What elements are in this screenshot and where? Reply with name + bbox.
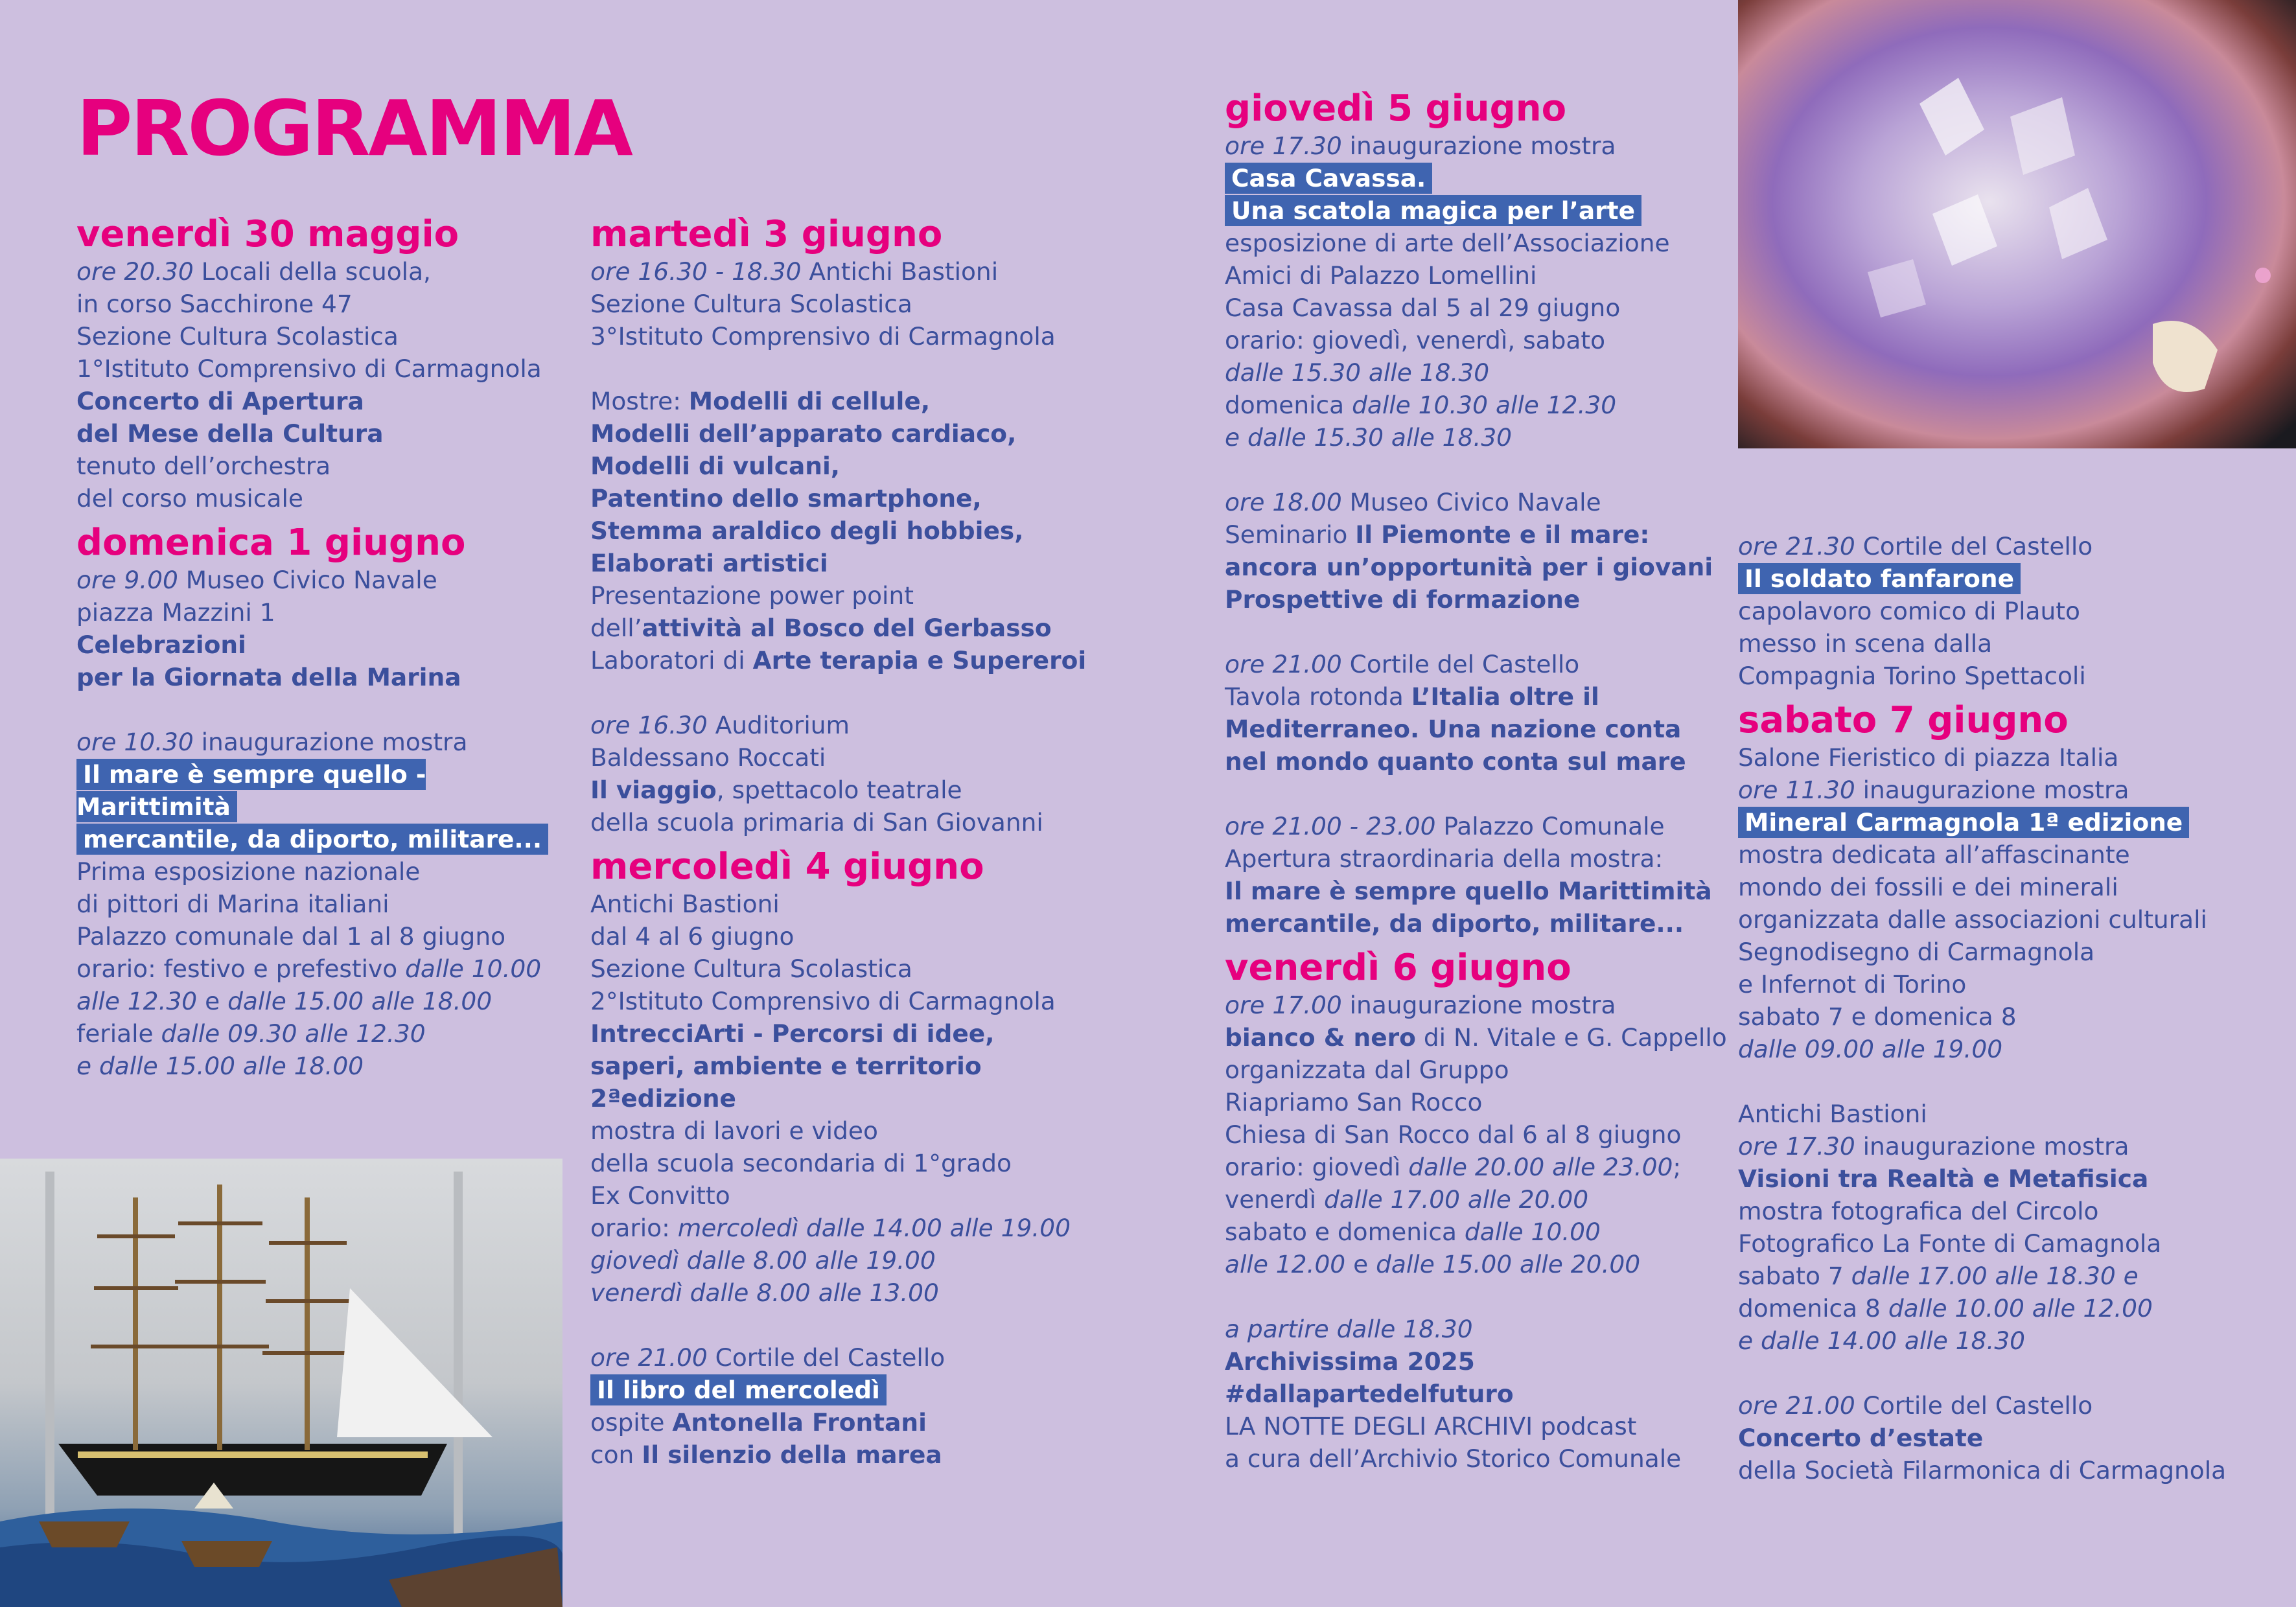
event-time: ore 21.00 - 23.00: [1225, 812, 1436, 840]
event-time: ore 21.00: [1738, 1391, 1855, 1420]
event-text: dal 4 al 6 giugno: [590, 922, 794, 951]
event-text: esposizione di arte dell’Associazione: [1225, 229, 1670, 257]
event-text: a cura dell’Archivio Storico Comunale: [1225, 1444, 1682, 1473]
event-text: della Società Filarmonica di Carmagnola: [1738, 1456, 2227, 1485]
event-text: feriale: [76, 1019, 161, 1048]
event-text: Casa Cavassa dal 5 al 29 giugno: [1225, 294, 1621, 322]
event-text: mondo dei fossili e dei minerali: [1738, 873, 2118, 901]
event-text: inaugurazione mostra: [1341, 132, 1616, 160]
event-text: inaugurazione mostra: [1855, 776, 2129, 804]
event-title: Elaborati artistici: [590, 549, 828, 577]
event-text: Amici di Palazzo Lomellini: [1225, 261, 1537, 290]
event-text: 3°Istituto Comprensivo di Carmagnola: [590, 322, 1056, 351]
event-title: Il Piemonte e il mare:: [1355, 520, 1650, 549]
event-text: Cortile del Castello: [707, 1343, 945, 1372]
event-time: ore 21.00: [590, 1343, 708, 1372]
event-title: Patentino dello smartphone,: [590, 484, 982, 513]
event-text: Auditorium: [707, 711, 850, 739]
event-text: Sezione Cultura Scolastica: [76, 322, 399, 351]
event-text: Sezione Cultura Scolastica: [590, 954, 912, 983]
event-hours: alle 12.00: [1225, 1250, 1346, 1278]
event-time: ore 16.30 - 18.30: [590, 257, 802, 286]
event-hours: dalle 09.00 alle 19.00: [1738, 1035, 2003, 1063]
event-text: sabato 7 e domenica 8: [1738, 1002, 2017, 1031]
event-hours: e dalle 14.00 alle 18.30: [1738, 1326, 2026, 1355]
event-text: Palazzo Comunale: [1435, 812, 1665, 840]
day-heading: giovedì 5 giugno: [1225, 87, 1567, 130]
event-text: della scuola primaria di San Giovanni: [590, 808, 1043, 837]
event-text: inaugurazione mostra: [1341, 991, 1616, 1019]
event-text: tenuto dell’orchestra: [76, 452, 331, 480]
day-heading: venerdì 6 giugno: [1225, 947, 1571, 989]
event-text: mostra dedicata all’affascinante: [1738, 840, 2130, 869]
event-hours: dalle 10.00 alle 12.00: [1888, 1294, 2153, 1323]
event-text: e: [197, 987, 228, 1015]
event-text: Tavola rotonda: [1225, 682, 1411, 711]
event-text: inaugurazione mostra: [193, 728, 468, 756]
event-text: LA NOTTE DEGLI ARCHIVI podcast: [1225, 1412, 1637, 1440]
event-text: Baldessano Roccati: [590, 743, 826, 772]
highlight-title: Casa Cavassa.: [1225, 163, 1432, 194]
event-title: Il viaggio: [590, 776, 717, 804]
event-text: capolavoro comico di Plauto: [1738, 597, 2080, 625]
event-text: e Infernot di Torino: [1738, 970, 1967, 999]
geode-illustration: [1738, 0, 2296, 448]
event-text: venerdì: [1225, 1185, 1325, 1214]
event-title: Antonella Frontani: [672, 1408, 927, 1437]
event-text: , spettacolo teatrale: [716, 776, 962, 804]
event-hours: e dalle 15.30 alle 18.30: [1225, 423, 1513, 452]
event-hours: venerdì dalle 8.00 alle 13.00: [590, 1278, 939, 1307]
day-heading: sabato 7 giugno: [1738, 699, 2069, 741]
event-time: ore 20.30: [76, 257, 194, 286]
event-text: Cortile del Castello: [1855, 532, 2093, 561]
highlight-title: mercantile, da diporto, militare...: [76, 824, 548, 855]
event-text: Antichi Bastioni: [590, 890, 780, 918]
event-time: ore 21.30: [1738, 532, 1855, 561]
event-hours: dalle 15.30 alle 18.30: [1225, 358, 1490, 387]
event-title: Stemma araldico degli hobbies,: [590, 516, 1024, 545]
event-title: nel mondo quanto conta sul mare: [1225, 747, 1686, 776]
event-text: inaugurazione mostra: [1855, 1132, 2129, 1161]
event-title: Modelli di vulcani,: [590, 452, 841, 480]
event-text: del corso musicale: [76, 484, 303, 513]
event-hours: dalle 09.30 alle 12.30: [161, 1019, 426, 1048]
event-text: con: [590, 1440, 642, 1469]
event-hours: mercoledì dalle 14.00 alle 19.00: [677, 1214, 1071, 1242]
event-text: messo in scena dalla: [1738, 629, 1993, 658]
event-text: di pittori di Marina italiani: [76, 890, 389, 918]
event-text: Museo Civico Navale: [1341, 488, 1601, 516]
event-text: Sezione Cultura Scolastica: [590, 290, 912, 318]
event-text: e: [1345, 1250, 1376, 1278]
event-title: Celebrazioni: [76, 630, 246, 659]
event-text: Mostre:: [590, 387, 689, 415]
event-title: IntrecciArti - Percorsi di idee,: [590, 1019, 995, 1048]
event-title: Concerto di Apertura: [76, 387, 364, 415]
event-text: Compagnia Torino Spettacoli: [1738, 662, 2086, 690]
event-text: sabato e domenica: [1225, 1218, 1465, 1246]
event-text: domenica 8: [1738, 1294, 1888, 1323]
event-title: 2ªedizione: [590, 1084, 736, 1113]
event-time: ore 16.30: [590, 711, 708, 739]
event-title: L’Italia oltre il: [1411, 682, 1599, 711]
event-text: mostra fotografica del Circolo: [1738, 1197, 2099, 1225]
event-title: Arte terapia e Supereroi: [752, 646, 1087, 675]
event-text: Chiesa di San Rocco dal 6 al 8 giugno: [1225, 1120, 1682, 1149]
mineral-geode-photo: [1738, 0, 2296, 448]
event-time: ore 17.00: [1225, 991, 1342, 1019]
highlight-title: Il mare è sempre quello - Marittimità: [76, 760, 426, 821]
event-title: mercantile, da diporto, militare...: [1225, 909, 1684, 938]
event-title: Modelli dell’apparato cardiaco,: [590, 419, 1017, 448]
column-3: [1225, 88, 1743, 1475]
day-heading: martedì 3 giugno: [590, 213, 943, 255]
event-text: 1°Istituto Comprensivo di Carmagnola: [76, 354, 542, 383]
event-text: Salone Fieristico di piazza Italia: [1738, 743, 2119, 772]
event-title: Mediterraneo. Una nazione conta: [1225, 715, 1682, 743]
event-text: Antichi Bastioni: [801, 257, 999, 286]
event-hours: dalle 17.00 alle 18.30 e: [1851, 1262, 2139, 1290]
event-title: attività al Bosco del Gerbasso: [642, 614, 1052, 642]
event-text: orario: giovedì: [1225, 1153, 1409, 1181]
event-title: del Mese della Cultura: [76, 419, 384, 448]
event-text: Cortile del Castello: [1855, 1391, 2093, 1420]
day-heading: mercoledì 4 giugno: [590, 846, 984, 888]
event-text: Segnodisegno di Carmagnola: [1738, 938, 2095, 966]
event-text: ;: [1673, 1153, 1681, 1181]
day-heading: domenica 1 giugno: [76, 522, 466, 564]
event-text: Prima esposizione nazionale: [76, 857, 421, 886]
event-title: bianco & nero: [1225, 1023, 1416, 1052]
event-text: sabato 7: [1738, 1262, 1851, 1290]
event-text: Apertura straordinaria della mostra:: [1225, 844, 1664, 873]
event-hours: a partire dalle 18.30: [1225, 1315, 1473, 1343]
event-hours: dalle 20.00 alle 23.00: [1408, 1153, 1673, 1181]
highlight-title: Mineral Carmagnola 1ª edizione: [1738, 807, 2189, 838]
event-title: saperi, ambiente e territorio: [590, 1052, 982, 1080]
column-2: [590, 214, 1174, 1471]
event-time: ore 10.30: [76, 728, 194, 756]
event-title: Modelli di cellule,: [688, 387, 931, 415]
event-title: Archivissima 2025 #dallapartedelfuturo: [1225, 1347, 1514, 1408]
event-hours: dalle 10.30 alle 12.30: [1352, 391, 1617, 419]
highlight-title: Il soldato fanfarone: [1738, 563, 2021, 594]
event-text: della scuola secondaria di 1°grado: [590, 1149, 1012, 1177]
event-hours: dalle 10.00: [405, 954, 542, 983]
event-title: Concerto d’estate: [1738, 1424, 1984, 1452]
day-heading: venerdì 30 maggio: [76, 213, 459, 255]
highlight-title: Il libro del mercoledì: [590, 1374, 887, 1405]
event-text: organizzata dalle associazioni culturali: [1738, 905, 2207, 934]
event-text: piazza Mazzini 1: [76, 598, 275, 627]
event-text: di N. Vitale e G. Cappello: [1415, 1023, 1727, 1052]
event-text: orario:: [590, 1214, 678, 1242]
event-text: Riapriamo San Rocco: [1225, 1088, 1483, 1116]
event-time: ore 9.00: [76, 566, 178, 594]
event-title: per la Giornata della Marina: [76, 663, 461, 691]
event-text: orario: festivo e prefestivo: [76, 954, 406, 983]
event-text: Cortile del Castello: [1341, 650, 1580, 678]
event-hours: giovedì dalle 8.00 alle 19.00: [590, 1246, 936, 1275]
event-text: dell’: [590, 614, 642, 642]
ship-model-photo: [0, 1159, 562, 1607]
event-hours: dalle 15.00 alle 20.00: [1376, 1250, 1641, 1278]
event-title: Prospettive di formazione: [1225, 585, 1581, 614]
event-text: domenica: [1225, 391, 1352, 419]
event-title: Visioni tra Realtà e Metafisica: [1738, 1164, 2149, 1193]
event-time: ore 17.30: [1225, 132, 1342, 160]
event-hours: alle 12.30: [76, 987, 198, 1015]
event-text: mostra di lavori e video: [590, 1116, 878, 1145]
event-text: ospite: [590, 1408, 673, 1437]
column-1: [76, 214, 569, 1082]
event-hours: dalle 10.00: [1464, 1218, 1601, 1246]
event-text: Antichi Bastioni: [1738, 1100, 1927, 1128]
event-text: Presentazione power point: [590, 581, 914, 610]
event-hours: dalle 15.00 alle 18.00: [227, 987, 493, 1015]
event-text: Seminario: [1225, 520, 1356, 549]
event-text: Ex Convitto: [590, 1181, 730, 1210]
event-text: organizzata dal Gruppo: [1225, 1056, 1509, 1084]
column-4: [1738, 530, 2282, 1486]
event-text: Museo Civico Navale: [178, 566, 437, 594]
event-time: ore 17.30: [1738, 1132, 1855, 1161]
event-title: Il silenzio della marea: [642, 1440, 942, 1469]
event-text: 2°Istituto Comprensivo di Carmagnola: [590, 987, 1056, 1015]
event-title: ancora un’opportunità per i giovani: [1225, 553, 1713, 581]
event-time: ore 11.30: [1738, 776, 1855, 804]
event-text: Locali della scuola,: [193, 257, 431, 286]
event-time: ore 21.00: [1225, 650, 1342, 678]
highlight-title: Una scatola magica per l’arte: [1225, 195, 1641, 226]
page-title: PROGRAMMA: [76, 84, 631, 173]
event-text: in corso Sacchirone 47: [76, 290, 353, 318]
event-text: Fotografico La Fonte di Camagnola: [1738, 1229, 2162, 1258]
event-time: ore 18.00: [1225, 488, 1342, 516]
event-hours: e dalle 15.00 alle 18.00: [76, 1052, 364, 1080]
event-hours: dalle 17.00 alle 20.00: [1324, 1185, 1589, 1214]
event-title: Il mare è sempre quello Marittimità: [1225, 877, 1712, 905]
event-text: Palazzo comunale dal 1 al 8 giugno: [76, 922, 506, 951]
event-text: orario: giovedì, venerdì, sabato: [1225, 326, 1606, 354]
ship-illustration: [0, 1159, 562, 1607]
event-text: Laboratori di: [590, 646, 753, 675]
